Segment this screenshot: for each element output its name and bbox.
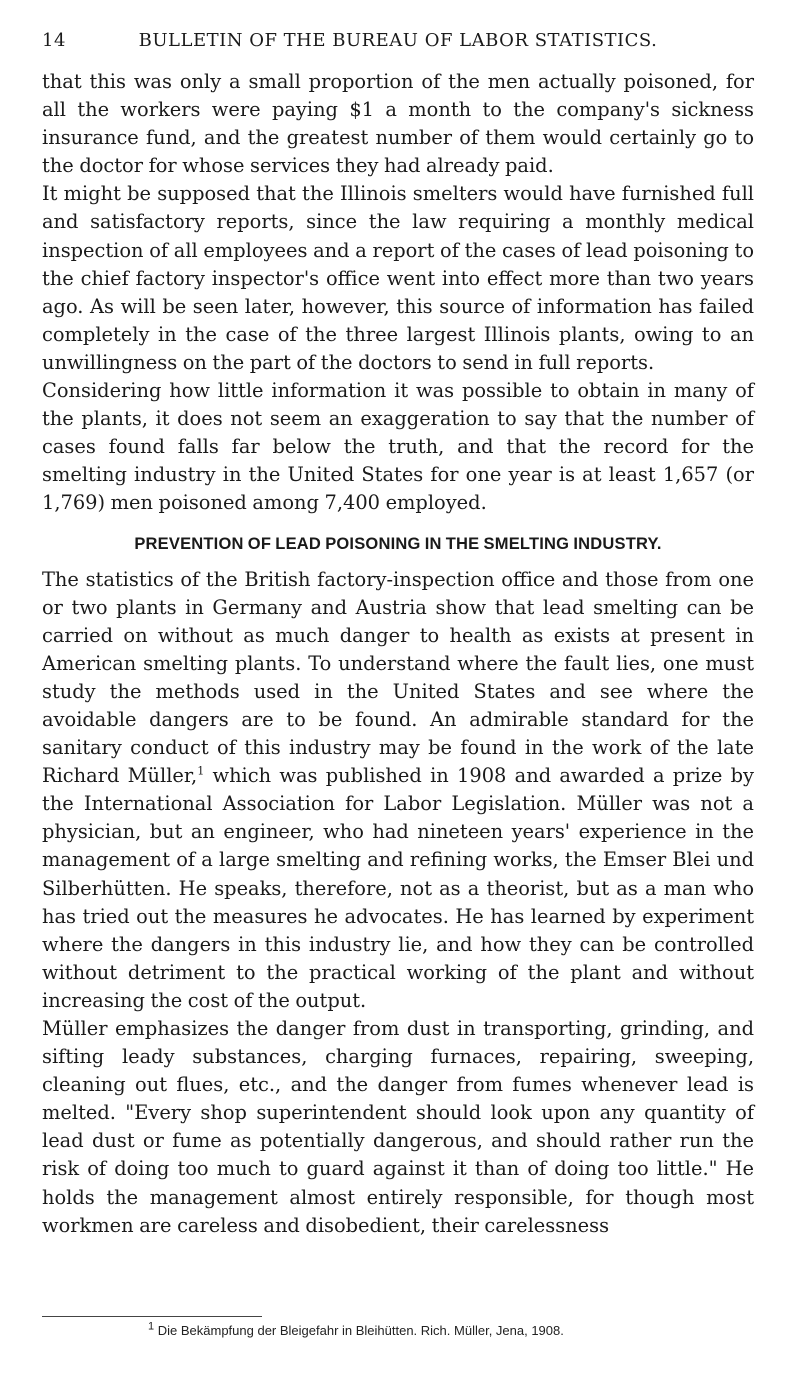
footnote-text: Die Bekämpfung der Bleigefahr in Bleihütten. Rich. Müller, Jena, 1908. bbox=[154, 1323, 564, 1338]
page-number: 14 bbox=[42, 30, 66, 51]
paragraph-illinois-smelters: It might be supposed that the Illinois smelters would have furnished full and satisfactory reports, since the law requiring a monthly medical inspection of all employees and a report of the cases of lead poisoning to the chief factory inspector's office went into effect more than two years ago. As will be seen later, however, this source of information has failed completely in the case of the three largest Illinois plants, owing to an unwillingness on the part of the doctors to send in full reports. bbox=[42, 182, 754, 374]
paragraph-estimate: Considering how little information it was possible to obtain in many of the plants, it does not seem an exaggeration to say that the number of cases found falls far below the truth, and that the record for the smelting industry in the United States for one year is at least 1,657 (or 1,769) men poisoned among 7,400 employed. bbox=[42, 379, 754, 515]
footnote bbox=[148, 1320, 748, 1339]
paragraph-continued: that this was only a small proportion of the men actually poisoned, for all the workers were paying $1 a month to the company's sickness insurance fund, and the greatest number of them would certainly go to the doctor for whose services they had already paid. bbox=[42, 70, 754, 178]
paragraph-british-statistics-part-2: which was published in 1908 and awarded a prize by the International Association for Labor Legislation. Müller was not a physician, but an engineer, who had nineteen years' experience in the management of a large smelting and refining works, the Emser Blei und Silberhütten. He speaks, therefore, not as a theorist, but as a man who has tried out the measures he advocates. He has learned by experiment where the dangers in this industry lie, and how they can be controlled without detriment to the practical working of the plant and without increasing the cost of the output. bbox=[42, 764, 755, 1012]
section-heading: PREVENTION OF LEAD POISONING IN THE SMELTING INDUSTRY. bbox=[134, 534, 662, 553]
footnote-reference: 1 bbox=[197, 764, 205, 778]
paragraph-muller-emphasizes: Müller emphasizes the danger from dust in transporting, grinding, and sifting leady substances, charging furnaces, repairing, sweeping, cleaning out flues, etc., and the danger from fumes whenever lead is melted. "Every shop superintendent should look upon any quantity of lead dust or fume as potentially dangerous, and should rather run the risk of doing too much to guard against it than of doing too little." He holds the management almost entirely responsible, for though most workmen are careless and disobedient, their carelessness bbox=[42, 1017, 754, 1237]
body-text bbox=[42, 68, 754, 1240]
footnote-marker: 1 bbox=[148, 1320, 155, 1333]
running-title: BULLETIN OF THE BUREAU OF LABOR STATISTICS. bbox=[138, 30, 658, 51]
paragraph-british-statistics-part-1: The statistics of the British factory-inspection office and those from one or two plants in Germany and Austria show that lead smelting can be carried on without as much danger to health as exists at present in American smelting plants. To understand where the fault lies, one must study the methods used in the United States and see where the avoidable dangers are to be found. An admirable standard for the sanitary conduct of this industry may be found in the work of the late Richard Müller, bbox=[42, 567, 754, 788]
paragraph-british-statistics bbox=[42, 566, 754, 1016]
running-header bbox=[42, 30, 754, 54]
footnote-divider bbox=[42, 1316, 262, 1317]
